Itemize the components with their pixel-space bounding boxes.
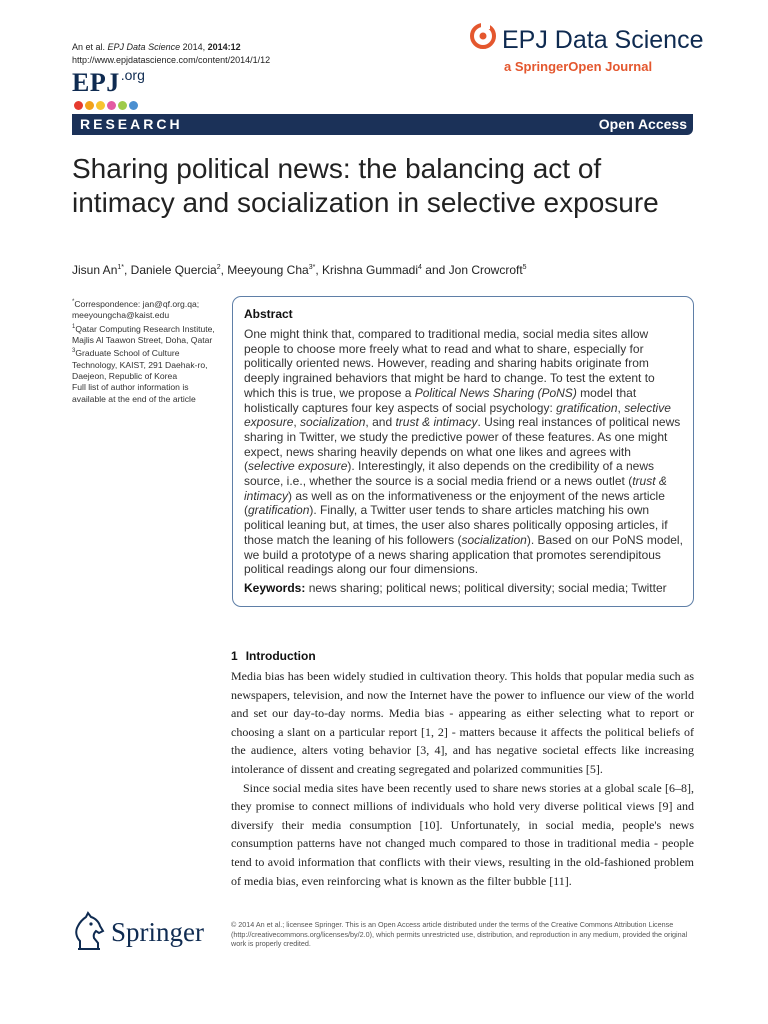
affiliation-1-sup: 1 [72, 323, 76, 330]
affiliation-3 [72, 346, 220, 382]
abstract-segment: , and [365, 415, 396, 430]
author-name: Krishna Gummadi [321, 263, 419, 277]
abstract-segment: , [617, 400, 625, 415]
epj-dot [129, 101, 138, 110]
abstract-emphasis: Political News Sharing (PoNS) [414, 385, 577, 400]
citation-volume: 2014:12 [207, 42, 241, 52]
epj-dot [118, 101, 127, 110]
section-banner [72, 114, 693, 135]
abstract-segment: ). Finally, a Twitter user tends to share articles matching his own political leaning but, at times, the user also shares politically opposing articles, if those match the leaning of his followers ( [244, 503, 668, 547]
epj-dot [107, 101, 116, 110]
correspondence-text: Correspondence: jan@qf.org.qa; meeyoungcha@kaist.edu [72, 298, 200, 321]
citation-block [72, 41, 270, 67]
abstract-text [244, 327, 684, 577]
author-name: Meeyoung Cha [227, 263, 309, 277]
correspondence: *Correspondence: jan@qf.org.qa; meeyoungcha@kaist.edu [72, 298, 200, 321]
abstract-segment: ). Based on our PoNS model, we build a prototype of a news sharing application that promotes serendipitous political readings along our four dimensions. [244, 532, 683, 577]
epj-logo-word: EPJ [72, 68, 120, 97]
epj-logo-suffix: .org [120, 67, 145, 83]
affiliations-sidebar [72, 297, 220, 405]
abstract-segment: . Using real instances of political news sharing in Twitter, we study the predictive power of these features. As one might expect, news sharing heavily depends on what one likes and agrees with ( [244, 415, 681, 474]
author-affiliation-sup: 3* [308, 264, 316, 271]
abstract-emphasis: trust & intimacy [244, 474, 667, 503]
journal-branding[interactable] [470, 25, 704, 74]
epj-color-dots [74, 97, 140, 115]
abstract-segment: ) as well as on the informativeness or the enjoyment of the news article ( [244, 488, 665, 518]
abstract-emphasis: socialization [461, 532, 527, 547]
springer-wordmark: Springer [111, 917, 204, 947]
keywords-list: news sharing; political news; political diversity; social media; Twitter [308, 581, 667, 595]
author-name: Daniele Quercia [130, 263, 217, 277]
epj-dot [96, 101, 105, 110]
abstract-emphasis: socialization [300, 415, 366, 430]
full-author-info-note: Full list of author information is available at the end of the article [72, 382, 196, 404]
author-name: Jon Crowcroft [448, 263, 523, 277]
journal-subtitle: a SpringerOpen Journal [504, 59, 653, 74]
abstract-emphasis: trust & intimacy [395, 415, 478, 430]
epj-dot [74, 101, 83, 110]
introduction-body [231, 667, 694, 890]
keywords [244, 581, 667, 595]
abstract-box [232, 296, 694, 607]
abstract-emphasis: gratification [556, 400, 618, 415]
abstract-emphasis: selective exposure [248, 459, 348, 474]
abstract-segment: One might think that, compared to traditional media, social media sites allow people to choose more freely what to read and what to share, especially for politically oriented news. However, reading and sharing habits originate from deeply ingrained behaviors that might be hard to change. To test the extent to which this is true, we propose a [244, 327, 655, 400]
affiliation-3-text: Graduate School of Culture Technology, KAIST, 291 Daehak-ro, Daejeon, Republic of Korea [72, 348, 208, 382]
license-text: © 2014 An et al.; licensee Springer. This is an Open Access article distributed under the terms of the Creative Commons Attribution License (http://creativecommons.org/licenses/by/2.0), which permits unrestricted use, distribution, and reproduction in any medium, provided the original work is properly credited. [231, 920, 688, 949]
abstract-emphasis: gratification [248, 503, 310, 518]
citation-authors: An et al. [72, 42, 106, 52]
intro-paragraph-1: Media bias has been widely studied in cultivation theory. This holds that popular media such as newspapers, television, and now the Internet have the power to influence our view of the world and set our day-to-day norms. Media bias - appearing as either selecting what to report or choosing a slant on a particular report [1, 2] - matters because it affects the political beliefs of the audience, alters voting behavior [3, 4], and has negative societal effects like increasing intolerance of dissent and creating segregated and polarized communities [5]. [231, 669, 694, 776]
springer-knight-icon [72, 911, 106, 951]
epj-dot [85, 101, 94, 110]
section-title: Introduction [245, 649, 316, 663]
abstract-segment: , [293, 415, 301, 430]
springeropen-icon [470, 23, 496, 56]
springer-logo[interactable] [72, 911, 222, 955]
article-type-label: RESEARCH [80, 116, 183, 132]
journal-name-row [470, 25, 704, 58]
abstract-segment: model that holistically captures four key aspects of social psychology: [244, 385, 637, 415]
author-list: Jisun $An^{1*}$, Daniele Quercia$^2$, Meeyoung Cha$^{3*}$, Krishna Gummadi$^4$ and Jon Crowcroft$^5$ [72, 263, 527, 277]
affiliation-3-sup: 3 [72, 348, 76, 355]
abstract-segment: ). Interestingly, it also depends on the credibility of a news source, i.e., whether the source is a social media friend or a news outlet ( [244, 459, 654, 489]
section-heading-introduction [231, 649, 316, 663]
intro-paragraph-2: Since social media sites have been recently used to share news stories at a global scale [6–8], they promise to connect millions of individuals who hold very diverse political views [9] and diversify their media consumption [10]. Unfortunately, in social media, people's news consumption patterns have not changed much compared to those in traditional media - people tend to avoid information that conflicts with their views, resulting in the old-fashioned problem of media bias, even reinforcing what is known as the filter bubble [11]. [231, 780, 694, 888]
citation-url[interactable]: http://www.epjdatascience.com/content/2014/1/12 [72, 55, 271, 65]
affiliation-1 [72, 322, 220, 347]
epj-logo[interactable] [72, 68, 145, 98]
open-access-label: Open Access [598, 116, 687, 132]
keywords-label: Keywords: [244, 581, 306, 595]
section-number: 1 [231, 649, 238, 663]
citation-line [72, 41, 270, 54]
citation-journal: EPJ Data Science [107, 42, 181, 52]
author-name: Jisun An [72, 263, 118, 277]
author-affiliation-sup: 1* [117, 264, 124, 271]
citation-year: 2014, [182, 42, 206, 52]
affiliation-1-text: Qatar Computing Research Institute, Majlis Al Taawon Street, Doha, Qatar [72, 323, 215, 345]
journal-name: EPJ Data Science [502, 26, 704, 55]
abstract-heading: Abstract [244, 307, 293, 321]
article-title: Sharing political news: the balancing act of intimacy and socialization in selective exposure [72, 153, 659, 218]
abstract-emphasis: selective exposure [244, 400, 671, 430]
author-affiliation-sup: 2 [216, 264, 221, 271]
author-affiliation-sup: 4 [418, 264, 422, 271]
author-affiliation-sup: 5 [522, 264, 527, 271]
